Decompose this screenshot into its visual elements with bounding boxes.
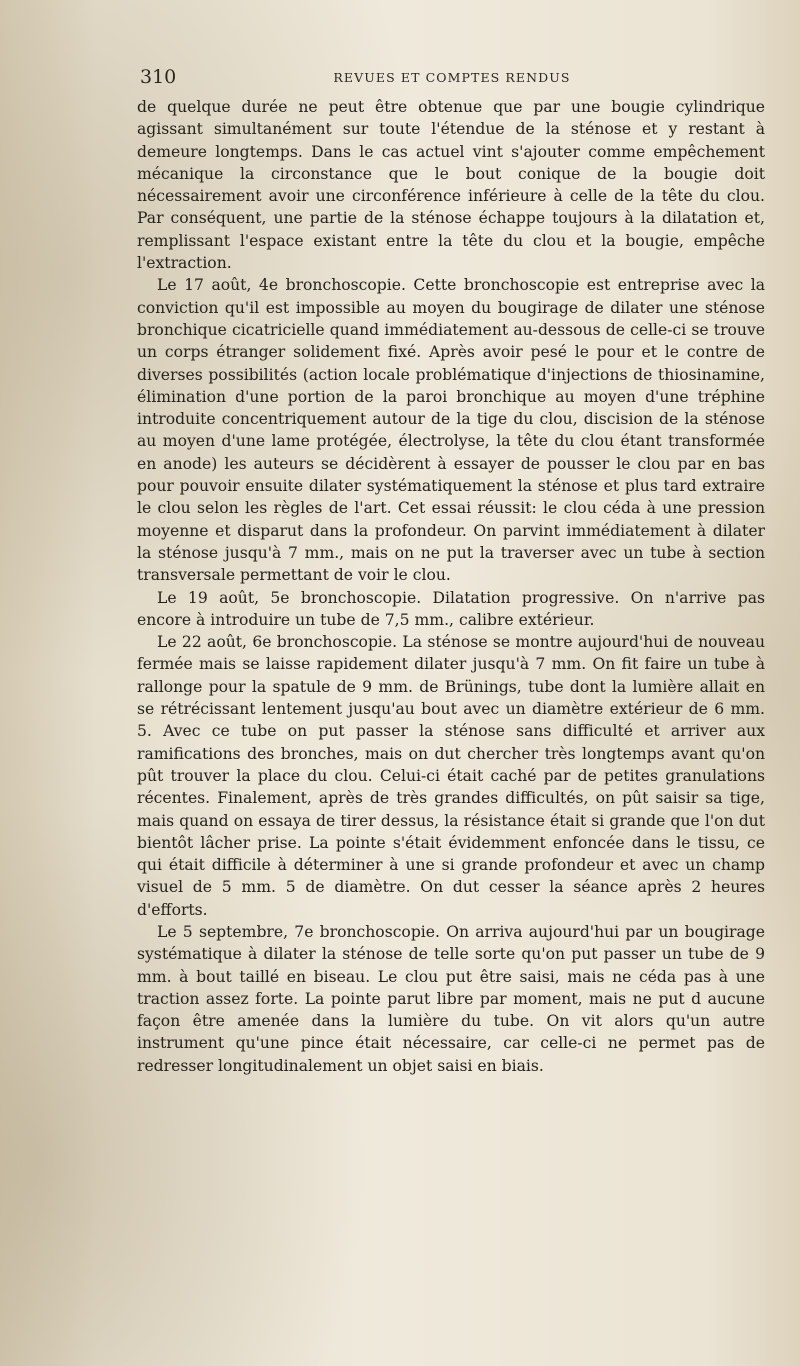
page-header bbox=[140, 66, 764, 90]
paragraph: Le 5 septembre, 7e bronchoscopie. On arriva aujourd'hui par un bougirage systématique à dilater la sténose de telle sorte qu'on put passer un tube de 9 mm. à bout taillé en biseau. Le clou put être saisi, mais ne céda pas à une traction assez forte. La pointe parut libre par moment, mais ne put d aucune façon être amenée dans la lumière du tube. On vit alors qu'un autre instrument qu'une pince était nécessaire, car celle-ci ne permet pas de redresser longitudinalement un objet saisi en biais. bbox=[137, 922, 765, 1075]
paragraph: Le 19 août, 5e bronchoscopie. Dilatation progressive. On n'arrive pas encore à introduire un tube de 7,5 mm., calibre extérieur. bbox=[137, 588, 765, 629]
paragraph: Le 22 août, 6e bronchoscopie. La sténose se montre aujourd'hui de nouveau fermée mais se laisse rapidement dilater jusqu'à 7 mm. On fit faire un tube à rallonge pour la spatule de 9 mm. de Brünings, tube dont la lumière allait en se rétrécissant lentement jusqu'au bout avec un diamètre extérieur de 6 mm. 5. Avec ce tube on put passer la sténose sans difficulté et arriver aux ramifications des bronches, mais on dut chercher très longtemps avant qu'on pût trouver la place du clou. Celui-ci était caché par de petites granulations récentes. Finalement, après de très grandes difficultés, on pût saisir sa tige, mais quand on essaya de tirer dessus, la résistance était si grande que l'on dut bientôt lâcher prise. La pointe s'était évidemment enfoncée dans le tissu, ce qui était difficile à déterminer à une si grande profondeur et avec un champ visuel de 5 mm. 5 de diamètre. On dut cesser la séance après 2 heures d'efforts. bbox=[137, 633, 765, 919]
running-title: REVUES ET COMPTES RENDUS bbox=[333, 70, 571, 85]
body-text bbox=[137, 96, 765, 1077]
page-number: 310 bbox=[140, 66, 177, 88]
paragraph: Le 17 août, 4e bronchoscopie. Cette bronchoscopie est entreprise avec la conviction qu'il est impossible au moyen du bougirage de dilater une sténose bronchique cicatricielle quand immédiatement au-dessous de celle-ci se trouve un corps étranger solidement fixé. Après avoir pesé le pour et le contre de diverses possibilités (action locale problématique d'injections de thiosinamine, élimination d'une portion de la paroi bronchique au moyen d'une tréphine introduite concentriquement autour de la tige du clou, discision de la sténose au moyen d'une lame protégée, électrolyse, la tête du clou étant transformée en anode) les auteurs se décidèrent à essayer de pousser le clou par en bas pour pouvoir ensuite dilater systématiquement la sténose et plus tard extraire le clou selon les règles de l'art. Cet essai réussit: le clou céda à une pression moyenne et disparut dans la profondeur. On parvint immédiatement à dilater la sténose jusqu'à 7 mm., mais on ne put la traverser avec un tube à section transversale permettant de voir le clou. bbox=[137, 276, 765, 585]
paragraph: de quelque durée ne peut être obtenue que par une bougie cylindrique agissant simultanément sur toute l'étendue de la sténose et y restant à demeure longtemps. Dans le cas actuel vint s'ajouter comme empêchement mécanique la circonstance que le bout conique de la bougie doit nécessairement avoir une circonférence inférieure à celle de la tête du clou. Par conséquent, une partie de la sténose échappe toujours à la dilatation et, remplissant l'espace existant entre la tête du clou et la bougie, empêche l'extraction. bbox=[137, 98, 765, 273]
